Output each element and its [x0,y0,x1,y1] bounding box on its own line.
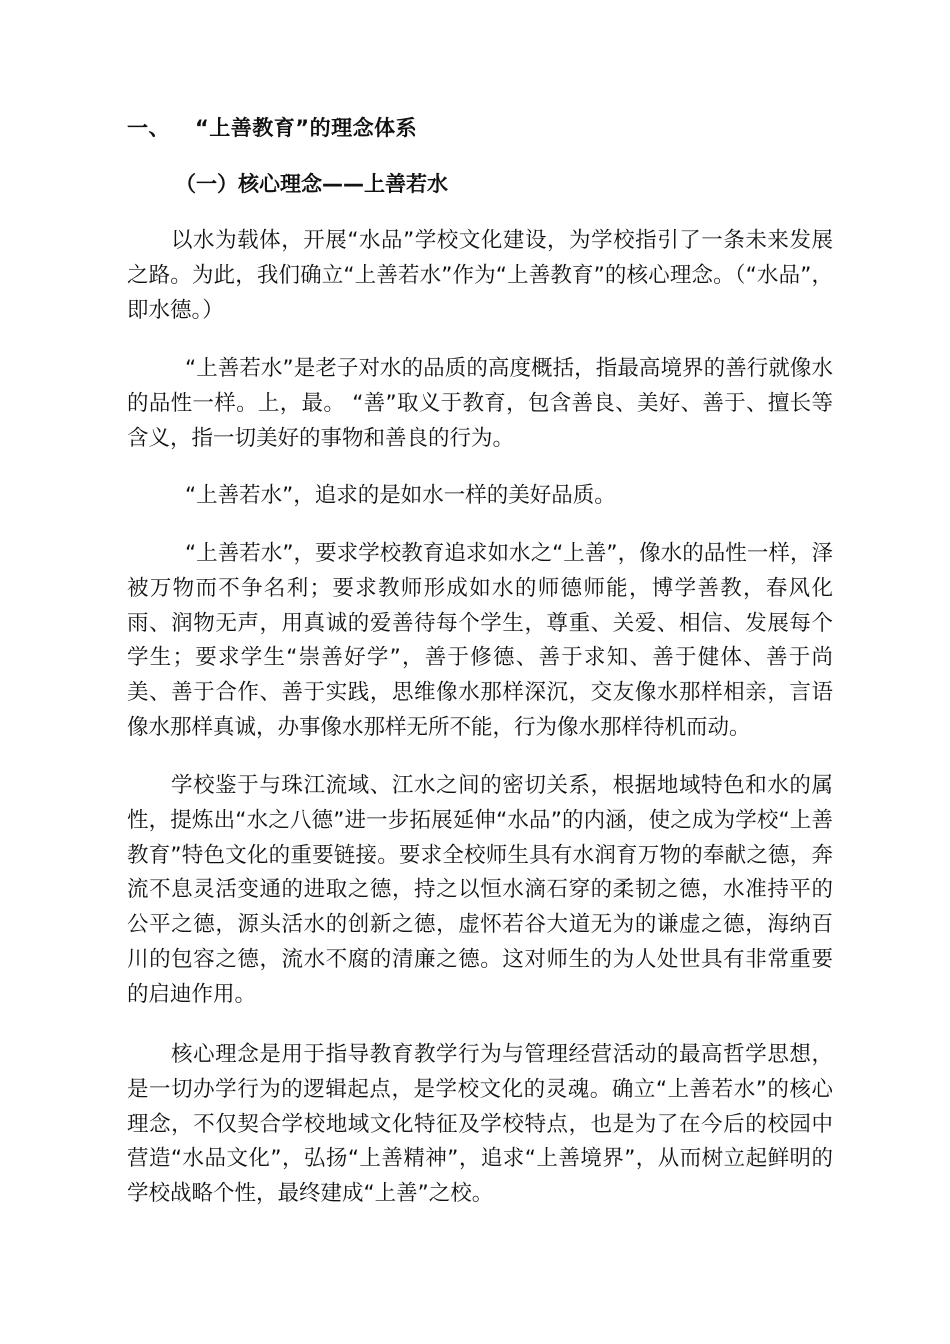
section-number: 一、 [127,116,170,140]
paragraph-5: 学校鉴于与珠江流域、江水之间的密切关系，根据地域特色和水的属性，提炼出“水之八德”进一步拓展延伸“水品”的内涵，使之成为学校“上善教育”特色文化的重要链接。要求全校师生具有水润育万物的奉献之德，奔流不息灵活变通的进取之德，持之以恒水滴石穿的柔韧之德，水准持平的公平之德，源头活水的创新之德，虚怀若谷大道无为的谦虚之德，海纳百川的包容之德，流水不腐的清廉之德。这对师生的为人处世具有非常重要的启迪作用。 [127,773,833,1007]
section-heading [127,112,417,142]
paragraph-6: 核心理念是用于指导教育教学行为与管理经营活动的最高哲学思想，是一切办学行为的逻辑起点，是学校文化的灵魂。确立“上善若水”的核心理念，不仅契合学校地域文化特征及学校特点，也是为了在今后的校园中营造“水品文化”，弘扬“上善精神”，追求“上善境界”，从而树立起鲜明的学校战略个性，最终建成“上善”之校。 [127,1042,833,1207]
subsection-heading: （一）核心理念——上善若水 [175,172,448,196]
section-title: “上善教育”的理念体系 [195,116,418,140]
paragraph-2: “上善若水”是老子对水的品质的高度概括，指最高境界的善行就像水的品性一样。上，最。 “善”取义于教育，包含善良、美好、善于、擅长等含义，指一切美好的事物和善良的行为。 [127,356,833,451]
paragraph-4: “上善若水”，要求学校教育追求如水之“上善”，像水的品性一样，泽被万物而不争名利；要求教师形成如水的师德师能，博学善教，春风化雨、润物无声，用真诚的爱善待每个学生，尊重、关爱、相信、发展每个学生；要求学生“崇善好学”，善于修德、善于求知、善于健体、善于尚美、善于合作、善于实践，思维像水那样深沉，交友像水那样相亲，言语像水那样真诚，办事像水那样无所不能，行为像水那样待机而动。 [127,541,833,740]
paragraph-3: “上善若水”，追求的是如水一样的美好品质。 [185,483,616,508]
paragraph-1: 以水为载体，开展“水品”学校文化建设，为学校指引了一条未来发展之路。为此，我们确立“上善若水”作为“上善教育”的核心理念。（“水品”，即水德。） [127,228,833,323]
